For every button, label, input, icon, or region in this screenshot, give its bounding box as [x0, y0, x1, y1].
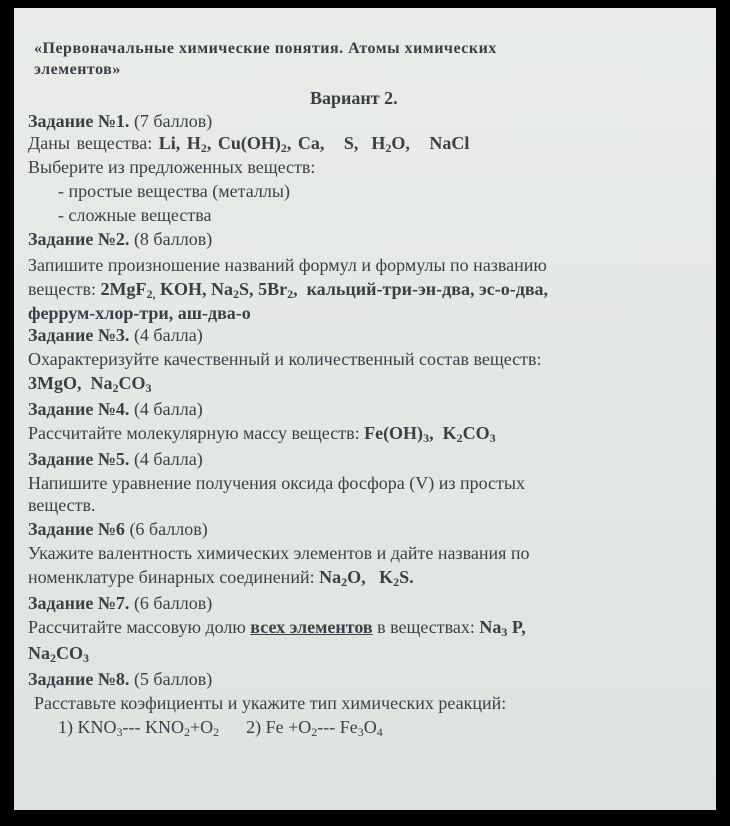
task-2-formulas: 2MgF$_{2,}$ KOH, $Na_2S$, $5Br_2$, кальций-три-эн-два, эс-о-два, [100, 279, 549, 301]
task-1-given-label: Даны вещества: [28, 133, 153, 153]
task-7-points: (6 баллов) [133, 593, 213, 613]
task-5-title: Задание №5. [28, 449, 130, 469]
task-8-equation-1: 1) $KNO_3---$ $KNO_2+O_2$ [58, 717, 220, 739]
task-8-points: (5 баллов) [133, 669, 213, 689]
task-6-formulas: $Na_2O$, $K_2S$. [319, 567, 414, 589]
task-8-line-1: Расставьте коэфициенты и укажите тип химических реакций: [34, 693, 507, 713]
task-2-line-2: веществ: 2MgF$_{2,}$ KOH, $Na_2S$, $5Br_2$, кальций-три-эн-два, эс-о-два, [28, 279, 549, 301]
task-2-title: Задание №2. [28, 229, 130, 249]
task-7-title: Задание №7. [28, 593, 130, 613]
task-3-title: Задание №3. [28, 325, 130, 345]
task-4-line-1: Рассчитайте молекулярную массу веществ: $Fe(OH)_3$, $K_2CO_3$ [28, 423, 496, 445]
task-7-formula-b: $Na_2CO_3$ [28, 643, 89, 665]
task-4-formulas: $Fe(OH)_3$, $K_2CO_3$ [364, 423, 496, 445]
task-1-title: Задание №1. [28, 111, 130, 131]
worksheet-page [14, 8, 716, 810]
task-4-points: (4 балла) [133, 399, 203, 419]
task-5-points: (4 балла) [133, 449, 203, 469]
worksheet-header [34, 38, 497, 80]
task-3-line-1: Охарактеризуйте качественный и количественный состав веществ: [28, 349, 542, 369]
task-7-formula-a: $Na_3$ P, [479, 617, 526, 639]
task-4-title: Задание №4. [28, 399, 130, 419]
variant-label: Вариант 2. [310, 88, 398, 108]
task-1-option-1: - простые вещества (металлы) [58, 181, 290, 201]
task-4-heading [28, 398, 203, 420]
task-2-points: (8 баллов) [133, 229, 213, 249]
task-8-equations [58, 716, 383, 738]
task-7-heading [28, 592, 212, 614]
task-7-line-1: Рассчитайте массовую долю всех элементов в веществах: $Na_3$ P, [28, 617, 526, 639]
task-1-heading [28, 110, 212, 132]
task-5-line-1: Напишите уравнение получения оксида фосфора (V) из простых [28, 473, 525, 493]
task-1-instruction: Выберите из предложенных веществ: [28, 157, 316, 177]
task-8-title: Задание №8. [28, 669, 130, 689]
task-5-heading [28, 448, 203, 470]
task-2-heading [28, 228, 212, 250]
task-5-line-2: веществ. [28, 495, 96, 515]
task-6-heading [28, 518, 208, 540]
task-6-points: (6 баллов) [129, 519, 208, 539]
task-2-line-3: феррум-хлор-три, аш-два-о [28, 303, 251, 323]
task-1-formulas: Li, $H_2$, $Cu(OH)_2$, Ca, S, $H_2O$, NaCl [158, 133, 470, 155]
task-6-line-1: Укажите валентность химических элементов и дайте названия по [28, 543, 530, 563]
task-1-option-2: - сложные вещества [58, 205, 212, 225]
task-8-heading [28, 668, 212, 690]
task-1-given [28, 132, 469, 154]
task-3-formulas: 3MgO, $Na_2CO_3$ [28, 373, 152, 395]
header-title-line-2: элементов» [34, 61, 121, 78]
task-3-points: (4 балла) [133, 325, 203, 345]
task-3-heading [28, 324, 203, 346]
task-2-line-1: Запишите произношение названий формул и формулы по названию [28, 255, 547, 275]
task-6-line-2: номенклатуре бинарных соединений: $Na_2O$, $K_2S$. [28, 567, 414, 589]
task-8-equation-2: 2) $Fe +O_2---$ $Fe_3O_4$ [246, 717, 383, 739]
task-7-emphasis: всех элементов [250, 617, 373, 637]
task-6-title: Задание №6 [28, 519, 125, 539]
task-1-points: (7 баллов) [133, 111, 213, 131]
header-title-line-1: «Первоначальные химические понятия. Атомы химических [34, 40, 497, 57]
